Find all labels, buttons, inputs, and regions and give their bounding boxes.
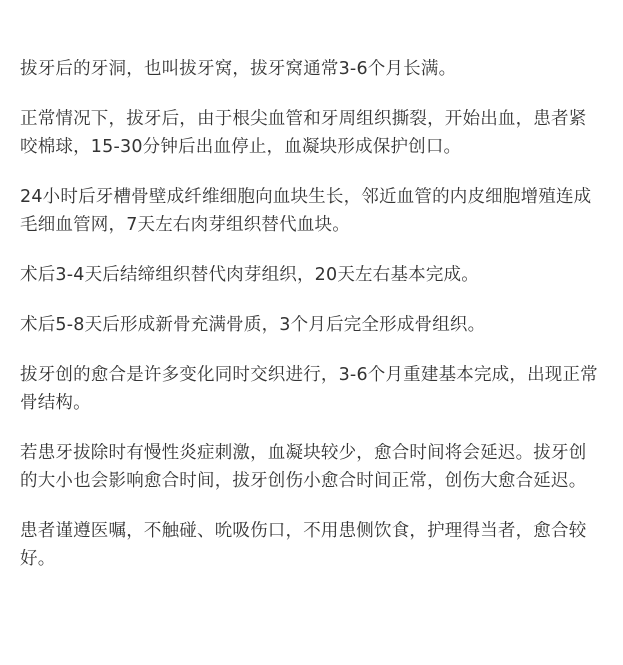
paragraph-socket-intro: 拔牙后的牙洞，也叫拔牙窝，拔牙窝通常3-6个月长满。	[20, 59, 457, 79]
paragraph-bleeding-stop: 正常情况下，拔牙后，由于根尖血管和牙周组织撕裂，开始出血，患者紧咬棉球，15-30分钟后出血停止，血凝块形成保护创口。	[20, 109, 587, 157]
paragraph-delay-factors: 若患牙拔除时有慢性炎症刺激，血凝块较少，愈合时间将会延迟。拔牙创的大小也会影响愈合时间，拔牙创伤小愈合时间正常，创伤大愈合延迟。	[20, 443, 587, 491]
article-body	[20, 55, 600, 573]
paragraph-aftercare: 患者谨遵医嘱，不触碰、吮吸伤口，不用患侧饮食，护理得当者，愈合较好。	[20, 521, 587, 569]
paragraph-granulation: 24小时后牙槽骨壁成纤维细胞向血块生长，邻近血管的内皮细胞增殖连成毛细血管网，7天左右肉芽组织替代血块。	[20, 187, 592, 235]
paragraph-new-bone: 术后5-8天后形成新骨充满骨质，3个月后完全形成骨组织。	[20, 315, 486, 335]
paragraph-connective-tissue: 术后3-4天后结缔组织替代肉芽组织，20天左右基本完成。	[20, 265, 479, 285]
paragraph-healing-process: 拔牙创的愈合是许多变化同时交织进行，3-6个月重建基本完成，出现正常骨结构。	[20, 365, 598, 413]
